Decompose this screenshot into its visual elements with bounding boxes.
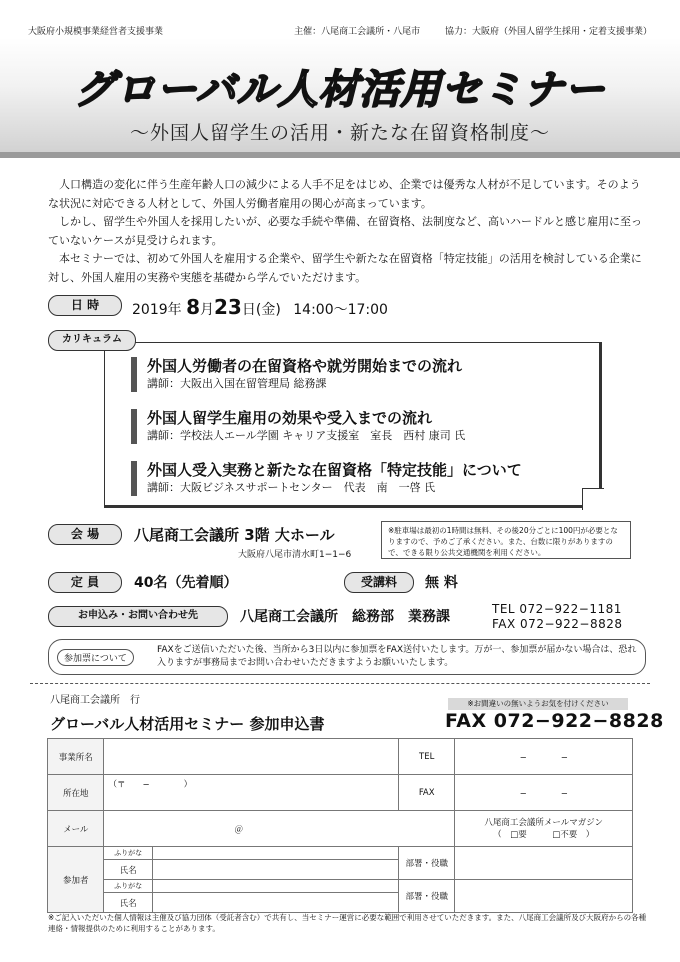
- venue-address: 大阪府八尾市清水町1−1−6: [238, 550, 352, 560]
- form-row: [48, 847, 633, 860]
- curriculum-box: [104, 342, 602, 508]
- top-line: [28, 24, 652, 37]
- contact-fax: FAX 072−922−8828: [492, 617, 623, 631]
- intro-paragraph: しかし、留学生や外国人を採用したいが、必要な手続や準備、在留資格、法制度など、高いハードルと感じ雇用に至っていないケースが見受けられます。: [48, 215, 642, 247]
- curriculum-item: [131, 461, 522, 496]
- magazine-label: 八尾商工会議所メールマガジン: [484, 817, 604, 828]
- program-name: 大阪府小規模事業経営者支援事業: [28, 27, 164, 37]
- magazine-options[interactable]: （ □要 □不要 ）: [493, 829, 595, 840]
- date-day: 23: [214, 295, 242, 319]
- fee-value: 無 料: [425, 575, 458, 591]
- notice-text: FAXをご送信いただいた後、当所から3日以内に参加票をFAX送付いたします。万が一、参加票が届かない場合は、恐れ入りますが事務局までお問い合わせいただきますようお願いいたします。: [157, 645, 637, 668]
- date-month-unit: 月: [200, 302, 215, 318]
- contact-tel: TEL 072−922−1181: [492, 602, 622, 616]
- position-label: 部署・役職: [398, 847, 454, 880]
- curriculum-label: カリキュラム: [48, 330, 136, 351]
- form-row: [48, 880, 633, 893]
- form-row: [48, 739, 633, 775]
- name-field[interactable]: [152, 860, 398, 880]
- ticket-notice: [48, 639, 646, 675]
- cooperation: 協力：大阪府（外国人留学生採用・定着支援事業）: [444, 27, 652, 37]
- address-field[interactable]: （〒 − ）: [104, 775, 399, 811]
- date-value: [132, 295, 388, 319]
- header-divider: [0, 152, 680, 158]
- mail-label: メール: [48, 811, 104, 847]
- page-subtitle: 〜外国人留学生の活用・新たな在留資格制度〜: [129, 122, 550, 144]
- position-field[interactable]: [455, 880, 633, 913]
- form-row: [48, 811, 633, 847]
- notice-label: 参加票について: [57, 649, 134, 666]
- form-title: グローバル人材活用セミナー 参加申込書: [50, 715, 325, 733]
- capacity-value: 40名（先着順）: [134, 575, 238, 591]
- fax-label: FAX: [398, 775, 454, 811]
- venue-name: 八尾商工会議所 3階 大ホール: [134, 526, 335, 544]
- contact-name: 八尾商工会議所 総務部 業務課: [240, 609, 450, 625]
- curriculum-speaker: 講師：学校法人エール学園 キャリア支援室 室長 西村 康司 氏: [147, 429, 466, 442]
- fax-field[interactable]: − −: [455, 775, 633, 811]
- intro-paragraph: 人口構造の変化に伴う生産年齢人口の減少による人手不足をはじめ、企業では優秀な人材が不足しています。そのような状況に対応できる人材として、外国人労働者雇用の関心が高まっています。: [48, 178, 641, 210]
- furigana-label: ふりがな: [104, 880, 152, 893]
- form-row: [48, 775, 633, 811]
- date-label: 日 時: [48, 295, 122, 316]
- address-label: 所在地: [48, 775, 104, 811]
- name-label: 氏名: [104, 860, 152, 880]
- form-note: ※お間違いの無いようお気を付けください: [448, 698, 628, 710]
- company-field[interactable]: [104, 739, 399, 775]
- name-label: 氏名: [104, 893, 152, 913]
- cut-line: [30, 683, 650, 684]
- position-label: 部署・役職: [398, 880, 454, 913]
- contact-numbers: [492, 602, 623, 632]
- name-field[interactable]: [152, 893, 398, 913]
- participant-label: 参加者: [48, 847, 104, 913]
- parking-note: ※駐車場は最初の1時間は無料、その後20分ごとに100円が必要となりますので、予めご了承ください。また、台数に限りがありますので、できる限り公共交通機関を利用ください。: [381, 521, 631, 559]
- curriculum-title: 外国人留学生雇用の効果や受入までの流れ: [147, 409, 433, 427]
- curriculum-page-fold: [582, 488, 604, 510]
- company-label: 事業所名: [48, 739, 104, 775]
- capacity-label: 定 員: [48, 572, 122, 593]
- curriculum-title: 外国人労働者の在留資格や就労開始までの流れ: [147, 357, 463, 375]
- position-field[interactable]: [455, 847, 633, 880]
- venue-label: 会 場: [48, 524, 122, 545]
- date-day-unit: 日: [241, 302, 256, 318]
- furigana-field[interactable]: [152, 847, 398, 860]
- tel-label: TEL: [398, 739, 454, 775]
- mail-field[interactable]: ＠: [104, 811, 455, 847]
- date-month: 8: [186, 295, 201, 319]
- furigana-label: ふりがな: [104, 847, 152, 860]
- page-title: グローバル人材活用セミナー: [74, 67, 606, 113]
- header-banner: [0, 38, 680, 158]
- curriculum-speaker: 講師：大阪出入国在留管理局 総務課: [147, 377, 327, 390]
- fee-label: 受講料: [344, 572, 414, 593]
- organizer: 主催：八尾商工会議所・八尾市: [294, 27, 421, 37]
- contact-label: お申込み・お問い合わせ先: [48, 606, 228, 627]
- intro-text: [48, 176, 648, 287]
- curriculum-item: [131, 409, 465, 444]
- curriculum-speaker: 講師：大阪ビジネスサポートセンター 代表 南 一啓 氏: [147, 481, 436, 494]
- curriculum-item: [131, 357, 462, 392]
- magazine-field[interactable]: [455, 811, 633, 847]
- date-time: 14:00〜17:00: [293, 302, 388, 318]
- intro-paragraph: 本セミナーでは、初めて外国人を雇用する企業や、留学生や新たな在留資格「特定技能」の活用を検討している企業に対し、外国人雇用の実務や実態を基礎から学んでいただけます。: [48, 252, 642, 284]
- furigana-field[interactable]: [152, 880, 398, 893]
- date-weekday: (金): [255, 302, 281, 318]
- form-fax-number: FAX 072−922−8828: [445, 710, 664, 732]
- application-form: [47, 738, 633, 913]
- form-recipient: 八尾商工会議所 行: [50, 695, 140, 706]
- privacy-footnote: ※ご記入いただいた個人情報は主催及び協力団体（受託者含む）で共有し、当セミナー運営に必要な範囲で利用させていただきます。また、八尾商工会議所及び大阪府からの各種連絡・情報提供のために利用することがあります。: [48, 913, 647, 933]
- tel-field[interactable]: − −: [455, 739, 633, 775]
- curriculum-title: 外国人受入実務と新たな在留資格「特定技能」について: [147, 461, 522, 479]
- date-year: 2019年: [132, 302, 182, 318]
